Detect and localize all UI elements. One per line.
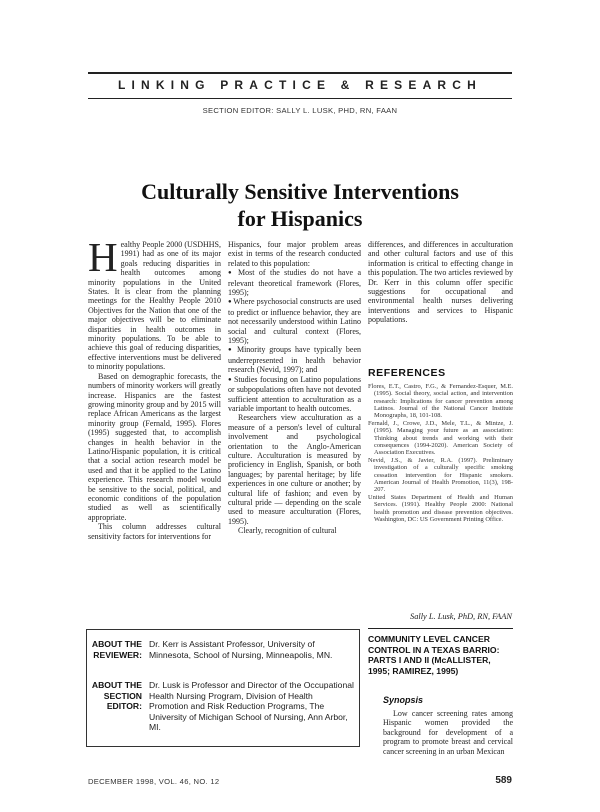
body-column-2	[228, 240, 361, 536]
label-line: ABOUT THE	[91, 639, 142, 649]
about-reviewer-label	[87, 639, 142, 660]
references-heading: REFERENCES	[368, 367, 446, 379]
bullet-item: ● Studies focusing on Latino populations or subpopulations often have not devoted sufficient attention to acculturation as a variable important to health outcomes.	[228, 375, 361, 414]
header-rule-top	[88, 72, 512, 74]
about-reviewer-box	[86, 629, 360, 747]
author-signature: Sally L. Lusk, PhD, RN, FAAN	[410, 612, 512, 621]
references-list	[368, 383, 513, 524]
about-editor-label	[87, 680, 142, 712]
body-paragraph: Based on demographic forecasts, the numbers of minority workers will greatly increase. Hispanics are the fastest growing minority group and by 2015 will replace African Americans as the largest minority group (Fernald, 1995). Flores (1995) suggested that, to accomplish changes in health behavior in the Latino/Hispanic population, it is critical that a social action research model be used and that it be applied to the Latino experience. This research model would be sensitive to the social, political, and economic conditions of the population studied as well as scientifically appropriate.	[88, 371, 221, 522]
page-number: 589	[495, 775, 512, 786]
synopsis-paragraph: Low cancer screening rates among Hispanic women provided the background for development of a program to promote breast and cervical cancer screening in an urban Mexican	[383, 709, 513, 756]
article-title-line-2: for Hispanics	[237, 206, 363, 231]
label-line: SECTION	[103, 690, 142, 701]
review-rule	[368, 628, 513, 629]
series-title: LINKING PRACTICE & RESEARCH	[117, 78, 483, 92]
reference-item: United States Department of Health and Human Services. (1991). Healthy People 2000: National health promotion and disease prevention objectives. Washington, DC: US Government Printing Office.	[368, 493, 513, 523]
footer-issue: DECEMBER 1998, VOL. 46, NO. 12	[88, 777, 220, 786]
intro-paragraph-text: ealthy People 2000 (USDHHS, 1991) had as one of its major goals reducing disparities in health outcomes among minority populations in the United States. It is clear from the planning meetings for the Healthy People 2010 Objectives for the Nation that one of the major objectives will be to eliminate disparities in health outcomes in minority populations. To be able to achieve this goal of reducing disparities, effective interventions must be delivered to minority populations.	[88, 240, 221, 372]
body-paragraph: Researchers view acculturation as a measure of a person's level of cultural involvement and psychological orientation to the Anglo-American culture. Acculturation is measured by proficiency in English, Spanish, or both languages; by parental heritage; by life experiences in one culture or another; by cultural life of fashion; and even by cultural pride — depending on the scale used to measure acculturation (Flores, 1995).	[228, 413, 361, 526]
synopsis-heading: Synopsis	[383, 695, 424, 705]
review-article-title: COMMUNITY LEVEL CANCER CONTROL IN A TEXAS BARRIO: PARTS I AND II (McALLISTER, 1995; RAMIREZ, 1995)	[368, 634, 500, 676]
article-title	[0, 178, 600, 232]
bullet-item: ● Minority groups have typically been underrepresented in health behavior research (Nevid, 1997); and	[228, 345, 361, 374]
body-column-1	[88, 234, 221, 541]
bullet-item: ● Where psychosocial constructs are used to predict or influence behavior, they are not necessarily understood within Latino social and cultural context (Flores, 1995);	[228, 297, 361, 345]
body-paragraph: This column addresses cultural sensitivity factors for interventions for	[88, 522, 221, 541]
intro-paragraph	[88, 234, 221, 372]
bullet-item: ● Most of the studies do not have a relevant theoretical framework (Flores, 1995);	[228, 268, 361, 297]
body-paragraph: differences, and differences in acculturation and other cultural factors and use of this information is critical to effecting change in this population. The two articles reviewed by Dr. Kerr in this column offer specific suggestions for occupational and environmental health nurses delivering interventions and services to Hispanic populations.	[368, 240, 513, 325]
label-line: EDITOR:	[106, 701, 142, 711]
body-column-3	[368, 240, 513, 325]
label-line: ABOUT THE	[91, 680, 142, 690]
reference-item: Fernald, J., Crowe, J.D., Mele, T.L., & Mintze, J. (1995). Managing your future as an association: Thinking about trends and working with their consequences (1994-2020). American Society of Association Executives.	[368, 419, 513, 457]
body-paragraph: Clearly, recognition of cultural	[238, 526, 337, 536]
header-rule-middle	[88, 98, 512, 99]
label-line: REVIEWER:	[93, 649, 142, 660]
article-title-line-1: Culturally Sensitive Interventions	[141, 179, 459, 204]
about-editor-text: Dr. Lusk is Professor and Director of the Occupational Health Nursing Program, Division of Health Promotion and Risk Reduction Programs, The University of Michigan School of Nursing, Ann Arbor, MI.	[149, 680, 354, 732]
body-paragraph: Hispanics, four major problem areas exist in terms of the research conducted related to this population:	[228, 240, 361, 268]
synopsis-body	[383, 709, 513, 756]
about-reviewer-text: Dr. Kerr is Assistant Professor, University of Minnesota, School of Nursing, Minneapolis, MN.	[149, 639, 333, 660]
section-editor-line: SECTION EDITOR: SALLY L. LUSK, PHD, RN, FAAN	[202, 106, 398, 115]
reference-item: Nevid, J.S., & Javier, R.A. (1997). Preliminary investigation of a culturally specific smoking cessation intervention for Hispanic smokers. American Journal of Health Promotion, 11(3), 198-207.	[368, 456, 513, 494]
reference-item: Flores, E.T., Castro, F.G., & Fernandez-Esquer, M.E. (1995). Social theory, social action, and intervention research: Implications for cancer prevention among Latinos. Journal of the National Cancer Institute Monographs, 18, 101-108.	[368, 383, 513, 420]
drop-cap: H	[88, 234, 118, 280]
